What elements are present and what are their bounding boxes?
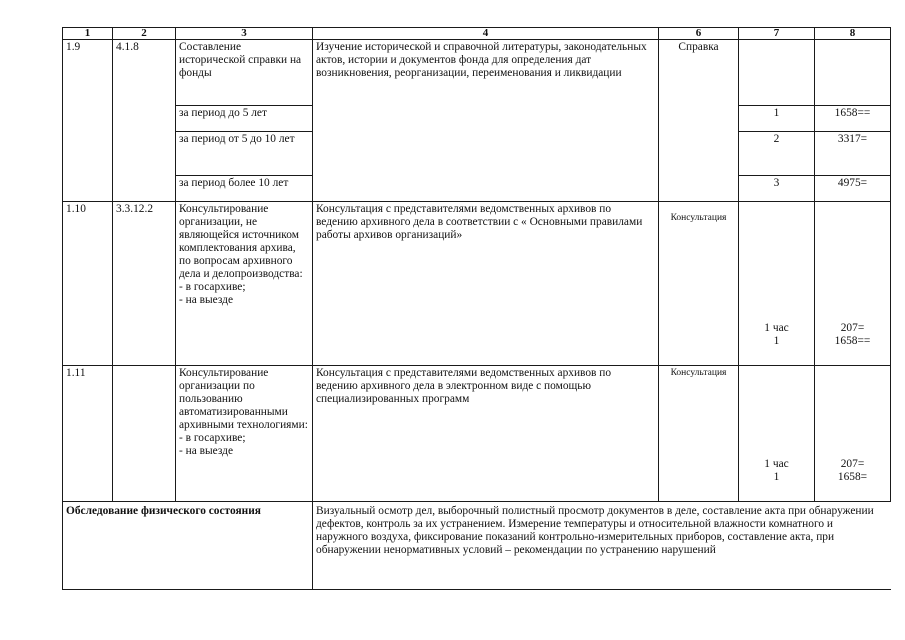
- service-title-cell: [176, 202, 313, 366]
- service-description: Консультация с представителями ведомственных архивов по ведению архивного дела в соответствии с « Основными правилами работы архивов организаций»: [313, 202, 659, 366]
- section-row: [63, 502, 891, 590]
- table-row-1-9: [63, 40, 891, 106]
- row-code: 3.3.12.2: [113, 202, 176, 366]
- row-number: 1.10: [63, 202, 113, 366]
- sub-row-qty: 1: [739, 106, 815, 132]
- service-description: Консультация с представителями ведомственных архивов по ведению архивного дела в электронном виде с помощью специализированных программ: [313, 366, 659, 502]
- tariff-table: [62, 27, 891, 590]
- sub-row-label: за период до 5 лет: [176, 106, 313, 132]
- header-col-7: 7: [739, 28, 815, 40]
- sub-row-price: 1658==: [815, 106, 891, 132]
- unit-of-measure: Справка: [659, 40, 739, 202]
- service-title: Составление исторической справки на фонды: [176, 40, 313, 106]
- qty-hour: 1 час: [764, 458, 789, 470]
- price-cell-empty: [815, 40, 891, 106]
- service-title: Консультирование организации по пользованию автоматизированными архивными технологиями:: [179, 367, 308, 431]
- option-in-archive: - в госархиве;: [179, 432, 246, 444]
- row-number: 1.11: [63, 366, 113, 502]
- section-description: Визуальный осмотр дел, выборочный полистный просмотр документов в деле, составление акта при обнаружении дефектов, контроль за их устранением. Измерение температуры и относительной влажности комнатного и наружного воздуха, фиксирование показаний контрольно-измерительных приборов, составление акта, при обнаружении ненормативных условий – рекомендации по устранению нарушений: [313, 502, 891, 590]
- qty-visit: 1: [773, 335, 780, 347]
- header-row: [63, 28, 891, 40]
- qty-cell: [739, 366, 815, 502]
- price-visit: 1658==: [834, 335, 871, 347]
- qty-visit: 1: [773, 471, 780, 483]
- service-title: Консультирование организации, не являющейся источником комплектования архива, по вопросам архивного дела и делопроизводства:: [179, 203, 303, 280]
- service-title-cell: [176, 366, 313, 502]
- service-description: Изучение исторической и справочной литературы, законодательных актов, истории и документов фонда для определения дат возникновения, реорганизации, переименования и ликвидации: [313, 40, 659, 202]
- section-title: Обследование физического состояния: [63, 502, 313, 590]
- price-visit: 1658=: [837, 471, 868, 483]
- unit-of-measure: Консультация: [659, 202, 739, 366]
- qty-cell: [739, 202, 815, 366]
- qty-hour: 1 час: [764, 322, 789, 334]
- table-row-1-11: [63, 366, 891, 502]
- sub-row-price: 4975=: [815, 176, 891, 202]
- header-col-8: 8: [815, 28, 891, 40]
- header-col-3: 3: [176, 28, 313, 40]
- sub-row-qty: 2: [739, 132, 815, 176]
- row-code: [113, 366, 176, 502]
- unit-of-measure: Консультация: [659, 366, 739, 502]
- header-col-4: 4: [313, 28, 659, 40]
- price-hour: 207=: [840, 458, 865, 470]
- row-code: 4.1.8: [113, 40, 176, 202]
- sub-row-qty: 3: [739, 176, 815, 202]
- sub-row-price: 3317=: [815, 132, 891, 176]
- option-on-site: - на выезде: [179, 445, 234, 457]
- qty-cell-empty: [739, 40, 815, 106]
- table-row-1-10: [63, 202, 891, 366]
- header-col-6: 6: [659, 28, 739, 40]
- price-cell: [815, 366, 891, 502]
- sub-row-label: за период более 10 лет: [176, 176, 313, 202]
- sub-row-label: за период от 5 до 10 лет: [176, 132, 313, 176]
- price-hour: 207=: [840, 322, 865, 334]
- header-col-1: 1: [63, 28, 113, 40]
- price-cell: [815, 202, 891, 366]
- option-in-archive: - в госархиве;: [179, 281, 246, 293]
- header-col-2: 2: [113, 28, 176, 40]
- row-number: 1.9: [63, 40, 113, 202]
- option-on-site: - на выезде: [179, 294, 234, 306]
